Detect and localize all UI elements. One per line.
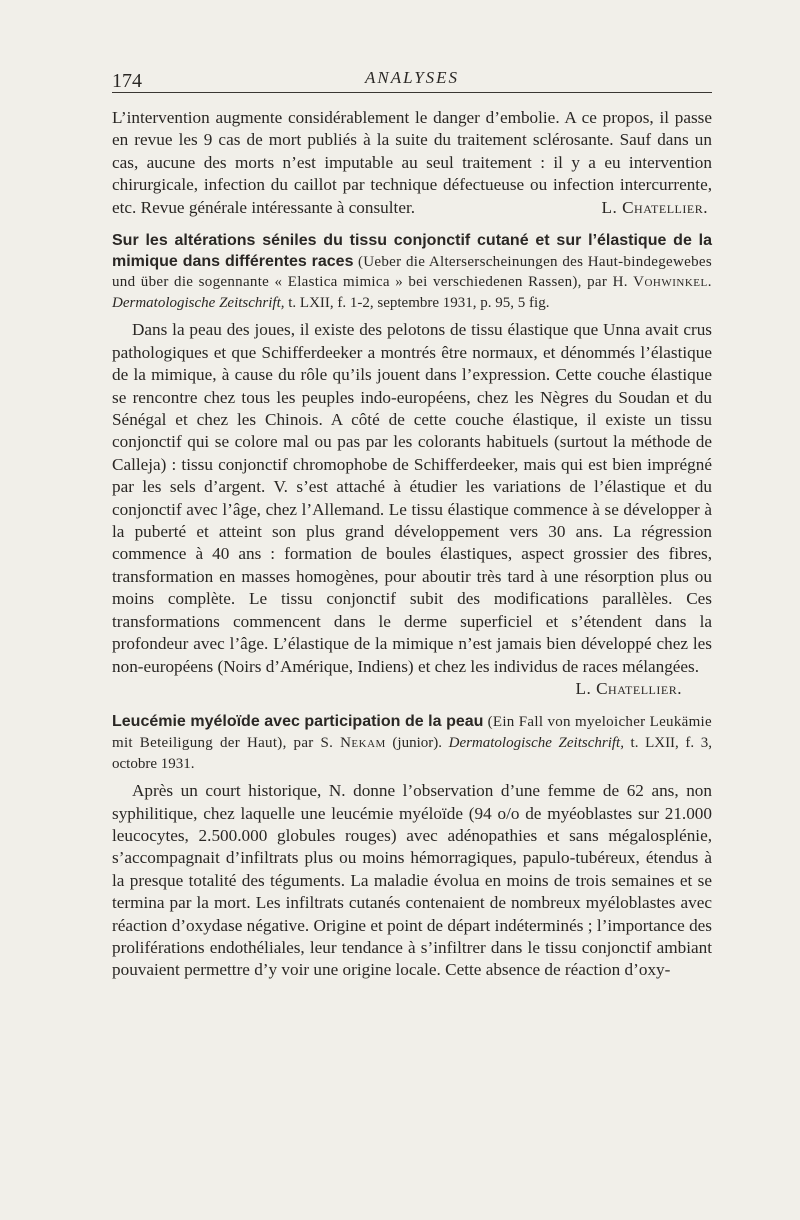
article-body: Dans la peau des joues, il existe des pelotons de tissu élastique que Unna avait crus pathologiques et que Schifferdeeker a montrés être normaux, et dénommés l’élastique de la mimique, à cause du rôle qu’ils jouent dans l’expression. Cette couche élastique se rencontre chez tous les peuples indo-européens, chez les Nègres du Soudan et du Sénégal et chez les Chinois. A côté de cette couche élastique, il existe un tissu conjonctif qui se colore mal ou pas par les colorants habituels (surtout la méthode de Calleja) : tissu conjonctif chromophobe de Schifferdeeker, mais qui est bien imprégné par les sels d’argent. V. s’est attaché à étudier les variations de l’élastique et du conjonctif avec l’âge, chez l’Allemand. Le tissu élastique commence à se développer à la puberté et atteint son plus grand développement vers 30 ans. La régression commence à 40 ans : formation de boules élastiques, aspect grossier des fibres, transformation en masses homogènes, pour aboutir très tard à une résorption plus ou moins complète. Le tissu conjonctif subit des modifications parallèles. Ces transformations commencent dans le derme superficiel et s’étendent dans la profondeur avec l’âge. L’élastique de la mimique n’est jamais bien développé chez les non-européens (Noirs d’Amérique, Indiens) et chez les individus de races mélangées. (112, 320, 712, 676)
intro-signature: L. Chatellier. (601, 197, 708, 217)
intro-text: L’intervention augmente considérablement le danger d’embolie. A ce propos, il passe en revue les 9 cas de mort publiés à la suite du traitement sclérosante. Sauf dans un cas, aucune des morts n’est imputable au seul traitement : il y a eu intervention chirurgicale, infection du caillot par technique défectueuse ou infection intercurrente, etc. Revue générale intéressante à consulter. (112, 108, 712, 217)
page-content (112, 107, 712, 982)
page-number: 174 (112, 70, 142, 92)
article-journal: Dermatologische Zeitschrift, (448, 734, 624, 751)
article-title: Sur les altérations séniles du tissu conjonctif cutané et sur l’élastique de la mimique dans différentes races (112, 232, 712, 270)
article-author: Nekam (340, 734, 386, 751)
article-signature: L. Chatellier. (575, 678, 682, 698)
article-heading (112, 712, 712, 774)
article-author: Vohwinkel. (633, 274, 712, 291)
running-title: ANALYSES (364, 68, 460, 87)
page-header (112, 62, 712, 93)
article-senile-alterations (112, 231, 712, 700)
article-title: Leucémie myéloïde avec participation de la peau (112, 713, 484, 731)
article-journal: Dermatologische Zeitschrift, (112, 294, 285, 311)
page (112, 62, 712, 982)
article-body: Après un court historique, N. donne l’observation d’une femme de 62 ans, non syphilitique, chez laquelle une leucémie myéloïde (94 o/o de myéoblastes sur 21.000 leucocytes, 2.500.000 globules rouges) avec adénopathies et sans mégalosplénie, s’accompagnait d’infiltrats plus ou moins hémorragiques, papulo-tubéreux, étendus à la presque totalité des téguments. La maladie évolua en moins de trois semaines et se termina par la mort. Les infiltrats cutanés contenaient de nombreux myéloblastes avec réaction d’oxydase négative. Origine et point de départ indéterminés ; l’importance des proliférations endothéliales, leur tendance à s’infiltrer dans le tissu conjonctif ambiant pouvaient permettre d’y voir une origine locale. Cette absence de réaction d’oxy- (112, 781, 712, 980)
intro-paragraph (112, 107, 712, 219)
article-citation: t. LXII, f. 3, octobre 1931. (112, 734, 712, 772)
article-author-suffix: (junior). (385, 734, 449, 751)
article-myeloid-leukemia (112, 712, 712, 981)
article-original-title: (Ein Fall von myeloicher Leukämie mit Beteiligung der Haut), par S. (112, 714, 712, 751)
article-original-title: (Ueber die Alterserscheinungen des Haut-bindegewebes und über die sogennante « Elastica mimica » bei verschiedenen Rassen), par H. (112, 253, 712, 291)
article-citation: t. LXII, f. 1-2, septembre 1931, p. 95, 5 fig. (284, 294, 550, 311)
article-heading (112, 231, 712, 313)
